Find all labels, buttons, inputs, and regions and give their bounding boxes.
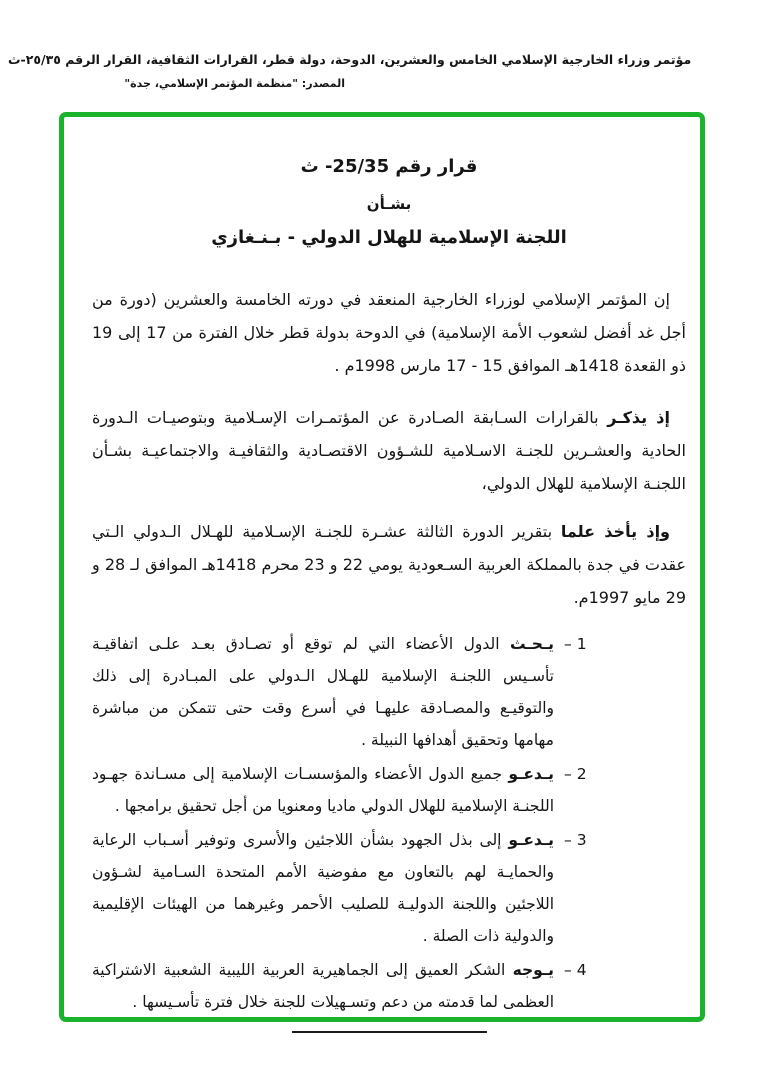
item-number: 1 – — [564, 635, 587, 653]
item-text — [92, 824, 554, 952]
paragraph-text: إن المؤتمر الإسلامي لوزراء الخارجية المنعقد في دورته الخامسة والعشرين (دورة من أجل غد أفضل لشعوب الأمة الإسلامية) في الدوحة بدولة قطر خلال الفترة من 17 إلى 19 ذو القعدة 1418هـ الموافق 15 - 17 مارس 1998م . — [92, 290, 687, 375]
end-separator-line — [292, 1031, 487, 1033]
paragraph-text: بتقرير الدورة الثالثة عشـرة للجنـة الإسـلامية للهـلال الـدولي الـتي عقدت في جدة بالمملكة العربية السـعودية يومي 22 و 23 محرم 1418هـ الموافق لـ 28 و 29 مايو 1997م. — [92, 522, 687, 607]
source-line: المصدر: "منظمة المؤتمر الإسلامي، جدة" — [124, 77, 345, 90]
item-lead: يـحـث — [510, 635, 554, 653]
resolution-item — [92, 954, 686, 1018]
resolution-item — [92, 758, 686, 822]
preamble-paragraph — [92, 283, 686, 382]
preamble-paragraph — [92, 401, 686, 500]
regarding-label: بشـأن — [366, 195, 412, 213]
item-lead: يـدعـو — [508, 765, 554, 783]
document-frame — [59, 112, 705, 1022]
resolution-item — [92, 628, 686, 756]
resolution-number-title: قرار رقم 25/35- ث — [300, 156, 478, 177]
item-number: 3 – — [564, 831, 587, 849]
item-body: جميع الدول الأعضاء والمؤسسـات الإسلامية إلى مسـاندة جهـود اللجنـة الإسلامية للهلال الدولي ماديا ومعنويا من أجل تحقيق برامجها . — [92, 765, 554, 815]
paragraph-text: بالقرارات السـابقة الصـادرة عن المؤتمـرات الإسـلامية وبتوصيـات الـدورة الحادية والعشـرين للجنـة الاسـلامية للشـؤون الاقتصـادية والثقافيـة والاجتماعيـة بشـأن اللجنـة الإسلامية للهلال الدولي، — [92, 408, 686, 493]
document-content — [64, 117, 700, 1033]
paragraph-lead: إذ يذكـر — [607, 408, 670, 427]
item-body: الشكر العميق إلى الجماهيرية العربية الليبية الشعبية الاشتراكية العظمى لما قدمته من دعم وتسـهيلات للجنة خلال فترة تأسـيسها . — [92, 961, 554, 1011]
subject-title: اللجنة الإسلامية للهلال الدولي - بـنـغازي — [211, 227, 567, 248]
resolution-item — [92, 824, 686, 952]
item-lead: يـدعـو — [508, 831, 554, 849]
item-lead: يـوجه — [512, 961, 554, 979]
item-text — [92, 954, 554, 1018]
item-body: إلى بذل الجهود بشأن اللاجئين والأسرى وتوفير أسـباب الرعاية والحمايـة لهم بالتعاون مع مفوضية الأمم المتحدة السـامية لشـؤون اللاجئين واللجنة الدوليـة للصليب الأحمر وغيرهما من الهيئات الإقليمية والدولية ذات الصلة . — [92, 831, 554, 945]
resolution-items — [92, 628, 686, 1018]
item-text — [92, 628, 554, 756]
paragraph-lead: وإذ يأخذ علما — [560, 522, 671, 541]
item-number: 2 – — [564, 765, 587, 783]
item-number: 4 – — [564, 961, 587, 979]
preamble-paragraph — [92, 515, 686, 614]
conference-header-line: مؤتمر وزراء الخارجية الإسلامي الخامس والعشرين، الدوحة، دولة قطر، القرارات الثقافية، القرار الرقم ٢٥/٣٥-ث — [8, 52, 692, 67]
item-text — [92, 758, 554, 822]
item-body: الدول الأعضاء التي لم توقع أو تصـادق بعـد علـى اتفاقيـة تأسـيس اللجنـة الإسلامية للهـلال الـدولي على المبـادرة إلى ذلك والتوقيـع والمصـادقة عليهـا في أسرع وقت حتى تتمكن من مباشرة مهامها وتحقيق أهدافها النبيلة . — [92, 635, 554, 749]
